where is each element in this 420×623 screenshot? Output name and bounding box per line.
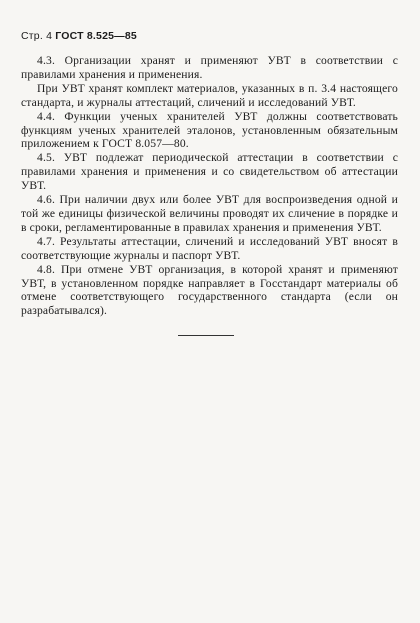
paragraph-4-3-materials: При УВТ хранят комплект материалов, указанных в п. 3.4 настоящего стандарта, и журналы аттестаций, сличений и исследований УВТ. — [21, 81, 398, 109]
paragraph-4-8: 4.8. При отмене УВТ организация, в которой хранят и применяют УВТ, в установленном порядке направляет в Госстандарт материалы об отмене соответствующего государственного стандарта (если он разрабатывался). — [21, 262, 398, 318]
paragraph-4-4: 4.4. Функции ученых хранителей УВТ должны соответствовать функциям ученых хранителей эталонов, установленным обязательным приложением к ГОСТ 8.057—80. — [21, 109, 398, 151]
document-body — [21, 54, 398, 318]
paragraph-4-6: 4.6. При наличии двух или более УВТ для воспроизведения одной и той же единицы физической величины проводят их сличение в порядке и в сроки, регламентированные в правилах хранения и применения УВТ. — [21, 193, 398, 234]
page-number: Стр. 4 — [21, 30, 53, 42]
page-header — [21, 30, 137, 42]
paragraph-4-7: 4.7. Результаты аттестации, сличений и исследований УВТ вносят в соответствующие журналы и паспорт УВТ. — [21, 234, 398, 262]
paragraph-4-3: 4.3. Организации хранят и применяют УВТ в соответствии с правилами хранения и применения. — [21, 54, 398, 81]
end-divider — [178, 335, 234, 336]
standard-number: ГОСТ 8.525—85 — [55, 30, 137, 42]
paragraph-4-5: 4.5. УВТ подлежат периодической аттестации в соответствии с правилами хранения и применения и со свидетельством об аттестации УВТ. — [21, 151, 398, 193]
